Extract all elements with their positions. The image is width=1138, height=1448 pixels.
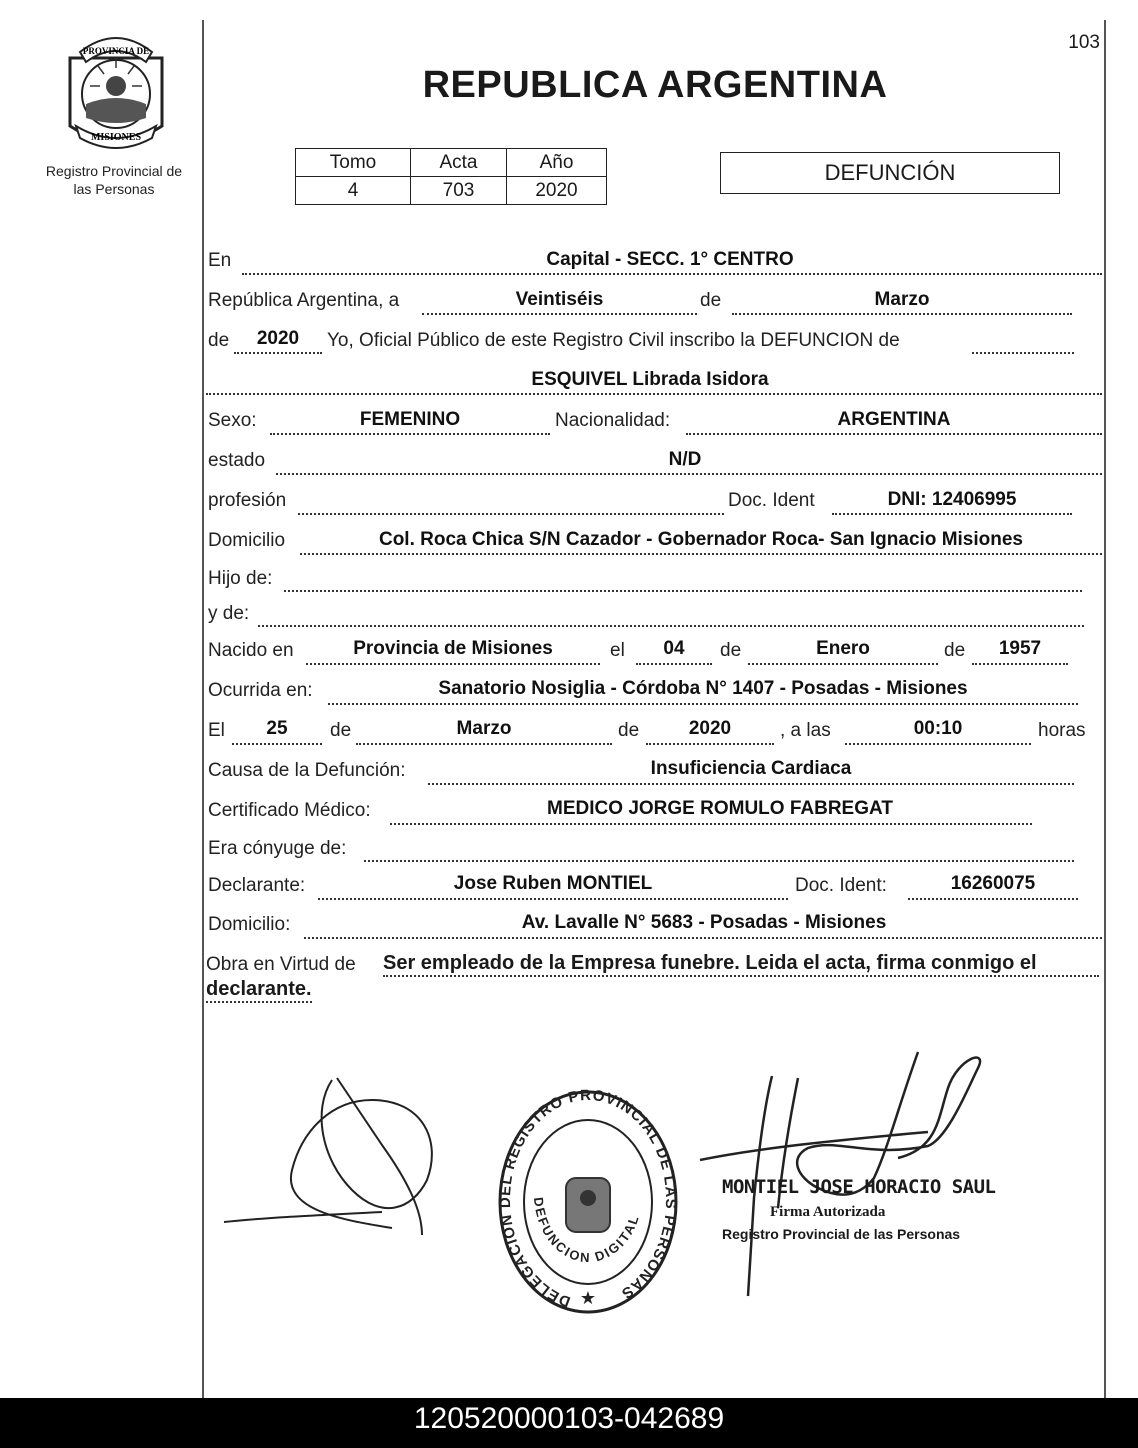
dotted-line [972,352,1074,354]
dotted-line [686,433,1102,435]
label-certificado: Certificado Médico: [208,800,371,821]
register-value-anio: 2020 [507,177,607,205]
dotted-line [306,663,600,665]
value-nac-anio: 1957 [998,638,1042,659]
dotted-line [284,590,1082,592]
label-ocurrida-en: Ocurrida en: [208,680,313,701]
value-anio-registro: 2020 [256,328,300,349]
value-nac-dia: 04 [663,638,685,659]
register-header-acta: Acta [411,149,507,177]
dotted-line [422,313,697,315]
register-table [295,148,607,205]
label-hijo-de: Hijo de: [208,568,273,589]
dotted-line [428,783,1074,785]
official-signature [698,1048,988,1298]
logo-caption: Registro Provincial de las Personas [45,163,183,197]
value-domicilio: Col. Roca Chica S/N Cazador - Gobernador Roca- San Ignacio Misiones [378,529,1023,550]
dotted-line [270,433,550,435]
value-ocurrida-en: Sanatorio Nosiglia - Córdoba N° 1407 - Posadas - Misiones [438,678,968,699]
value-causa: Insuficiencia Cardiaca [650,758,852,779]
official-name: MONTIEL JOSE HORACIO SAUL [722,1176,996,1198]
stamp-outer-text: DELEGACION DEL REGISTRO PROVINCIAL DE LAS PERSONAS [496,1086,680,1311]
document-title: REPUBLICA ARGENTINA [422,64,888,106]
dotted-line [748,663,938,665]
label-estado: estado [208,450,266,471]
dotted-line [258,625,1084,627]
label-republica: República Argentina, a [208,290,400,311]
dotted-line [206,393,1102,395]
label-doc-ident-declarante: Doc. Ident: [795,875,887,896]
dotted-line [298,513,724,515]
dotted-line [972,663,1068,665]
label-de: de [330,720,352,741]
province-seal-logo [62,28,170,150]
dotted-line [276,473,1102,475]
label-y-de: y de: [208,603,250,624]
value-declarante-doc: 16260075 [950,873,1036,894]
value-declarante-domicilio: Av. Lavalle N° 5683 - Posadas - Misiones [521,912,887,933]
seal-bottom-text: MISIONES [90,132,142,143]
page-number: 103 [1068,32,1100,53]
value-def-mes: Marzo [456,718,512,739]
dotted-line [300,553,1102,555]
registry-stamp [496,1086,680,1318]
dotted-line [242,273,1102,275]
label-de: de [944,640,966,661]
value-nac-mes: Enero [816,638,870,659]
dotted-line [232,743,322,745]
value-obra-line1: Ser empleado de la Empresa funebre. Leida el acta, firma conmigo el [383,952,1099,977]
label-causa: Causa de la Defunción: [208,760,406,781]
dotted-line [318,898,788,900]
label-declarante: Declarante: [208,875,306,896]
register-header-anio: Año [507,149,607,177]
value-nacido-en: Provincia de Misiones [353,638,553,659]
value-doc-ident: DNI: 12406995 [887,489,1017,510]
dotted-line [364,860,1074,862]
label-de: de [208,330,230,351]
document-type-box: DEFUNCIÓN [720,152,1060,194]
label-nacionalidad: Nacionalidad: [555,410,671,431]
value-sexo: FEMENINO [359,409,461,430]
official-role: Firma Autorizada [770,1204,886,1220]
label-de: de [700,290,722,311]
value-obra-line2: declarante. [206,978,312,1003]
value-nacionalidad: ARGENTINA [837,409,951,430]
dotted-line [732,313,1072,315]
label-inscripcion: Yo, Oficial Público de este Registro Civil inscribo la DEFUNCION de [327,330,900,351]
dotted-line [390,823,1032,825]
declarant-signature [222,1070,462,1240]
dotted-line [328,703,1078,705]
label-de: de [720,640,742,661]
value-nombre: ESQUIVEL Librada Isidora [531,369,769,390]
value-declarante: Jose Ruben MONTIEL [453,873,653,894]
dotted-line [234,352,322,354]
label-domicilio: Domicilio [208,530,286,551]
dotted-line [646,743,774,745]
label-domicilio-declarante: Domicilio: [208,914,291,935]
register-value-acta: 703 [411,177,507,205]
label-de: de [618,720,640,741]
label-el-cap: El [208,720,225,741]
label-obra: Obra en Virtud de [206,954,356,975]
official-organization: Registro Provincial de las Personas [722,1226,961,1242]
label-nacido-en: Nacido en [208,640,294,661]
value-mes-registro: Marzo [874,289,930,310]
label-horas: horas [1038,720,1086,741]
value-dia-registro: Veintiséis [515,289,604,310]
right-margin-line [1104,20,1106,1398]
value-estado: N/D [668,449,702,470]
value-certificado: MEDICO JORGE ROMULO FABREGAT [547,798,893,819]
label-profesion: profesión [208,490,287,511]
svg-text:★: ★ [579,1288,597,1308]
dotted-line [845,743,1031,745]
seal-top-text: PROVINCIA DE [82,46,150,56]
dotted-line [304,937,1102,939]
value-lugar: Capital - SECC. 1° CENTRO [546,249,794,270]
dotted-line [908,898,1078,900]
value-def-anio: 2020 [688,718,732,739]
label-en: En [208,250,232,271]
footer-barcode-number: 120520000103-042689 [0,1398,1138,1448]
label-sexo: Sexo: [208,410,257,431]
dotted-line [636,663,712,665]
label-conyuge: Era cónyuge de: [208,838,347,859]
dotted-line [832,513,1072,515]
label-a-las: , a las [780,720,831,741]
register-header-tomo: Tomo [296,149,411,177]
label-el: el [610,640,625,661]
stamp-inner-text: DEFUNCION DIGITAL [530,1196,643,1266]
value-def-hora: 00:10 [913,718,963,739]
label-doc-ident: Doc. Ident [728,490,815,511]
dotted-line [356,743,612,745]
register-value-tomo: 4 [296,177,411,205]
value-def-dia: 25 [266,718,288,739]
left-margin-line [202,20,204,1398]
